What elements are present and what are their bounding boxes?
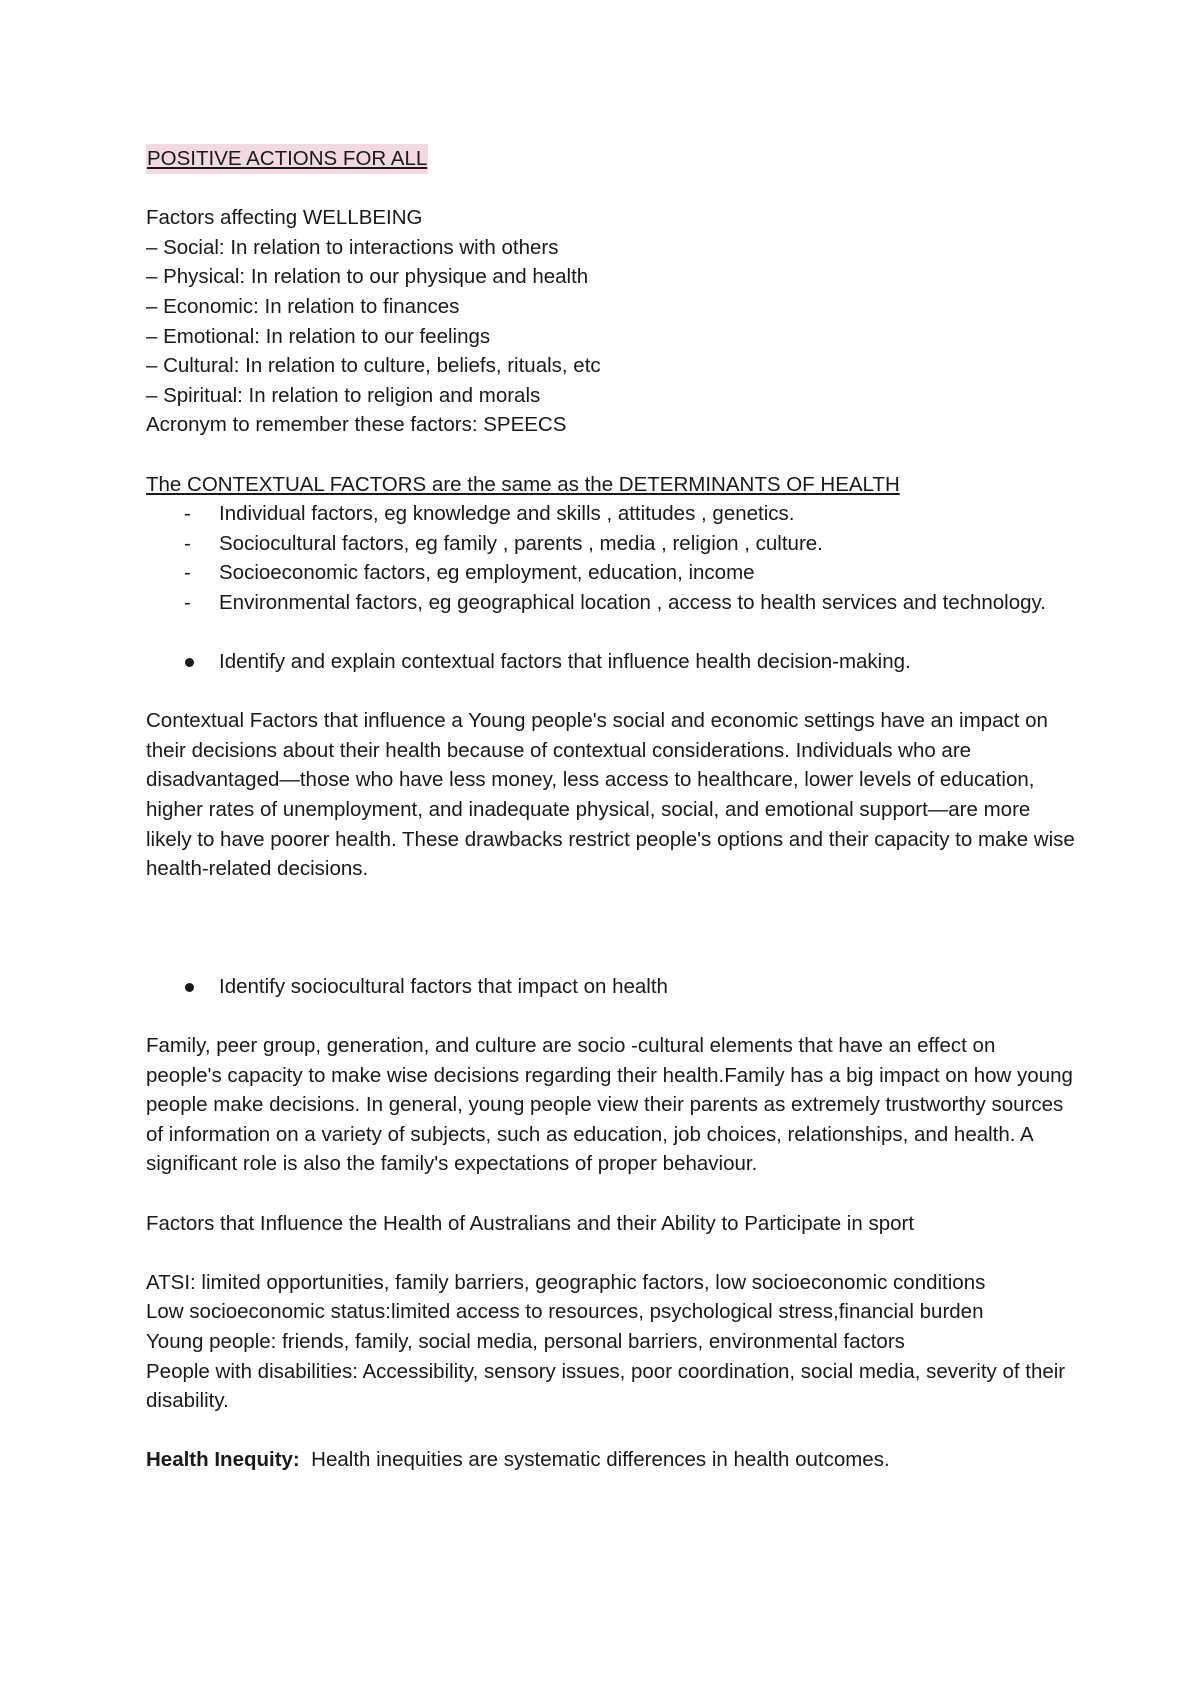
dash-marker: - xyxy=(184,590,191,614)
inequity-text: Health inequities are systematic differences in health outcomes. xyxy=(299,1448,890,1472)
question-list xyxy=(146,972,1076,1002)
bullet-icon xyxy=(185,658,194,667)
list-item xyxy=(146,647,1076,677)
dash-marker: - xyxy=(184,502,191,526)
list-item-text: Individual factors, eg knowledge and skills , attitudes , genetics. xyxy=(219,502,795,526)
dash-marker: - xyxy=(184,531,191,555)
population-line: ATSI: limited opportunities, family barriers, geographic factors, low socioeconomic conditions xyxy=(146,1270,986,1294)
wellbeing-item: – Spiritual: In relation to religion and morals xyxy=(146,383,541,407)
question-text: Identify sociocultural factors that impact on health xyxy=(219,974,668,998)
wellbeing-item: – Economic: In relation to finances xyxy=(146,294,460,318)
inequity-label: Health Inequity: xyxy=(146,1448,300,1472)
bullet-icon xyxy=(185,983,194,992)
wellbeing-heading: Factors affecting WELLBEING xyxy=(146,206,423,230)
list-item xyxy=(146,499,1076,529)
list-item-text: Environmental factors, eg geographical location , access to health services and technology. xyxy=(219,590,1046,614)
inequity-definition xyxy=(146,1445,1076,1475)
wellbeing-item: – Social: In relation to interactions with others xyxy=(146,235,559,259)
list-item-text: Socioeconomic factors, eg employment, education, income xyxy=(219,561,755,585)
population-line: Low socioeconomic status:limited access to resources, psychological stress,financial burden xyxy=(146,1300,984,1324)
list-item-text: Sociocultural factors, eg family , parents , media , religion , culture. xyxy=(219,531,823,555)
page-title: POSITIVE ACTIONS FOR ALL xyxy=(146,144,428,174)
wellbeing-item: – Emotional: In relation to our feelings xyxy=(146,324,491,348)
document-body xyxy=(146,144,1076,1475)
answer-paragraph: Contextual Factors that influence a Young people's social and economic settings have an impact on their decisions about their health because of contextual considerations. Individuals who are disadvantaged—those who have less money, less access to healthcare, lower levels of education, higher rates of unemployment, and inadequate physical, social, and emotional support—are more likely to have poorer health. These drawbacks restrict people's options and their capacity to make wise health-related decisions. xyxy=(146,709,1075,881)
question-list xyxy=(146,647,1076,677)
list-item xyxy=(146,529,1076,559)
acronym-line: Acronym to remember these factors: SPEECS xyxy=(146,413,567,437)
wellbeing-item: – Cultural: In relation to culture, beliefs, rituals, etc xyxy=(146,354,601,378)
contextual-list xyxy=(146,499,1076,617)
dash-marker: - xyxy=(184,561,191,585)
list-item xyxy=(146,558,1076,588)
population-line: Young people: friends, family, social media, personal barriers, environmental factors xyxy=(146,1329,905,1353)
answer-paragraph: Family, peer group, generation, and culture are socio -cultural elements that have an effect on people's capacity to make wise decisions regarding their health.Family has a big impact on how young people make decisions. In general, young people view their parents as extremely trustworthy sources of information on a variety of subjects, such as education, job choices, relationships, and health. A significant role is also the family's expectations of proper behaviour. xyxy=(146,1034,1073,1176)
australians-heading: Factors that Influence the Health of Australians and their Ability to Participate in sport xyxy=(146,1211,915,1235)
question-text: Identify and explain contextual factors that influence health decision-making. xyxy=(219,650,911,674)
page-title-line xyxy=(146,144,1076,174)
population-line: People with disabilities: Accessibility, sensory issues, poor coordination, social media, severity of their disability. xyxy=(146,1359,1066,1413)
contextual-heading: The CONTEXTUAL FACTORS are the same as the DETERMINANTS OF HEALTH xyxy=(146,472,900,496)
list-item xyxy=(146,972,1076,1002)
list-item xyxy=(146,588,1076,618)
wellbeing-item: – Physical: In relation to our physique and health xyxy=(146,265,589,289)
